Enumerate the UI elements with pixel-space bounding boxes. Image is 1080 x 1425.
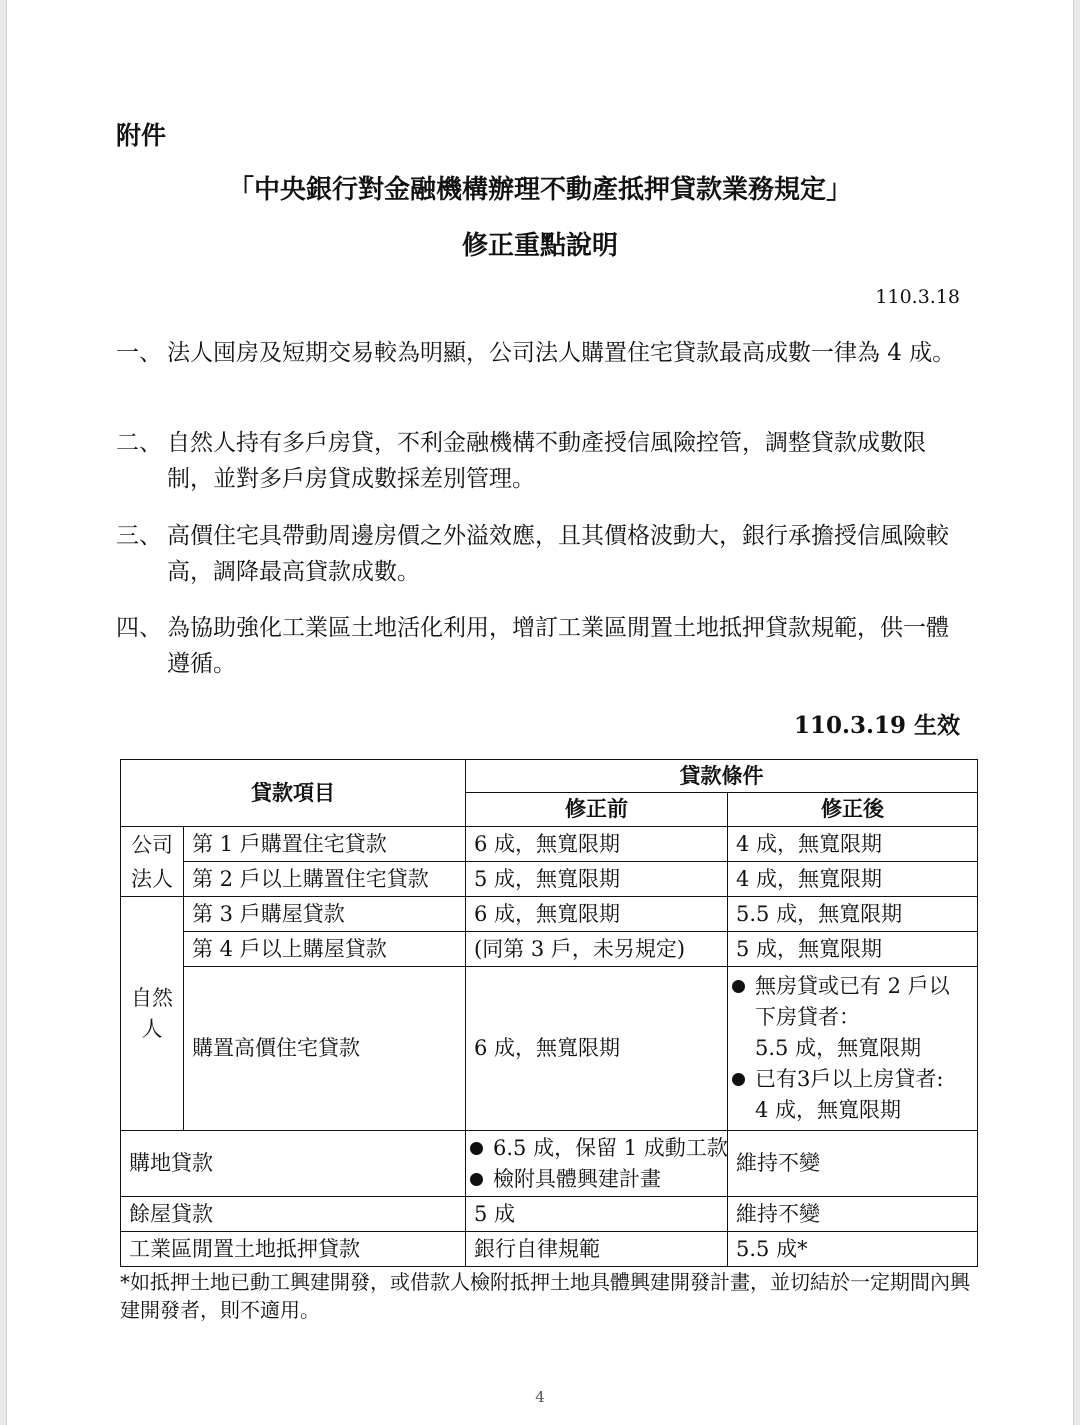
cell-after: 4 成，無寬限期 [728,827,978,862]
bullet-text: 6.5 成，保留 1 成動工款 [493,1135,728,1160]
item-text: 自然人持有多戶房貸，不利金融機構不動產授信風險控管，調整貸款成數限制，並對多戶房貸成數採差別管理。 [167,430,926,492]
bullet-icon [732,1073,745,1086]
cell-after: 維持不變 [728,1197,978,1232]
row-label: 工業區閒置土地抵押貸款 [121,1232,466,1267]
row-label: 購置高價住宅貸款 [184,967,466,1131]
cell-before: 銀行自律規範 [466,1232,728,1267]
cell-before: 5 成 [466,1197,728,1232]
bullet-item [732,971,973,1002]
item-number: 四、 [116,615,162,641]
cell-before: 5 成，無寬限期 [466,862,728,897]
bullet-text: 已有3戶以上房貸者: [755,1067,944,1091]
item-number: 三、 [116,523,162,549]
cell-after: 5.5 成，無寬限期 [728,897,978,932]
item-text: 法人囤房及短期交易較為明顯，公司法人購置住宅貸款最高成數一律為 4 成。 [167,340,956,366]
bullet-text: 檢附具體興建計畫 [493,1166,661,1191]
header-after: 修正後 [728,793,978,827]
bullet-icon [470,1173,483,1186]
bullet-continuation: 下房貸者： [755,1005,860,1029]
page-number: 4 [535,1388,545,1406]
bullet-item [470,1164,723,1195]
table-row [121,862,978,897]
list-item [116,335,961,371]
row-label: 餘屋貸款 [121,1197,466,1232]
table-row [121,1197,978,1232]
cell-before: 6 成，無寬限期 [466,897,728,932]
bullet-continuation: 5.5 成，無寬限期 [755,1036,922,1060]
item-text: 高價住宅具帶動周邊房價之外溢效應，且其價格波動大，銀行承擔授信風險較高，調降最高貸款成數。 [167,523,949,585]
table-row [121,932,978,967]
table-row [121,897,978,932]
list-item [116,425,961,497]
attachment-label: 附件 [116,121,167,150]
group-corporate: 公司法人 [121,827,184,897]
table-row [121,967,978,1131]
header-loan-condition: 貸款條件 [466,760,978,793]
document-subtitle: 修正重點說明 [461,231,618,261]
cell-before: 6 成，無寬限期 [466,967,728,1131]
item-text: 為協助強化工業區土地活化利用，增訂工業區閒置土地抵押貸款規範，供一體遵循。 [167,615,949,677]
header-loan-item: 貸款項目 [121,760,466,827]
cell-before: 6 成，無寬限期 [466,827,728,862]
item-number: 一、 [116,340,162,366]
bullet-icon [470,1142,483,1155]
loan-conditions-table [120,759,978,1267]
bullet-continuation: 4 成，無寬限期 [755,1098,902,1122]
row-label: 第 2 戶以上購置住宅貸款 [184,862,466,897]
row-label: 購地貸款 [121,1131,466,1197]
row-label: 第 3 戶購屋貸款 [184,897,466,932]
bullet-icon [732,980,745,993]
table-row [121,1131,978,1197]
table-row [121,1232,978,1267]
table-row [121,827,978,862]
list-item [116,518,961,590]
bullet-item [732,1064,973,1095]
footnote: *如抵押土地已動工興建開發，或借款人檢附抵押土地具體興建開發計畫，並切結於一定期間內興建開發者，則不適用。 [120,1270,970,1322]
bullet-item [470,1133,728,1164]
cell-after [728,967,978,1131]
row-label: 第 4 戶以上購屋貸款 [184,932,466,967]
list-item [116,610,961,682]
bullet-text: 無房貸或已有 2 戶以 [755,974,950,998]
cell-after: 4 成，無寬限期 [728,862,978,897]
cell-after: 維持不變 [728,1131,978,1197]
header-before: 修正前 [466,793,728,827]
document-date: 110.3.18 [875,286,960,308]
document-title: 「中央銀行對金融機構辦理不動產抵押貸款業務規定」 [227,175,852,205]
cell-before: (同第 3 戶，未另規定) [466,932,728,967]
effective-date: 110.3.19 生效 [793,712,960,739]
row-label: 第 1 戶購置住宅貸款 [184,827,466,862]
item-number: 二、 [116,430,162,456]
cell-after: 5.5 成* [728,1232,978,1267]
group-natural: 自然人 [121,897,184,1131]
cell-before [466,1131,728,1197]
cell-after: 5 成，無寬限期 [728,932,978,967]
